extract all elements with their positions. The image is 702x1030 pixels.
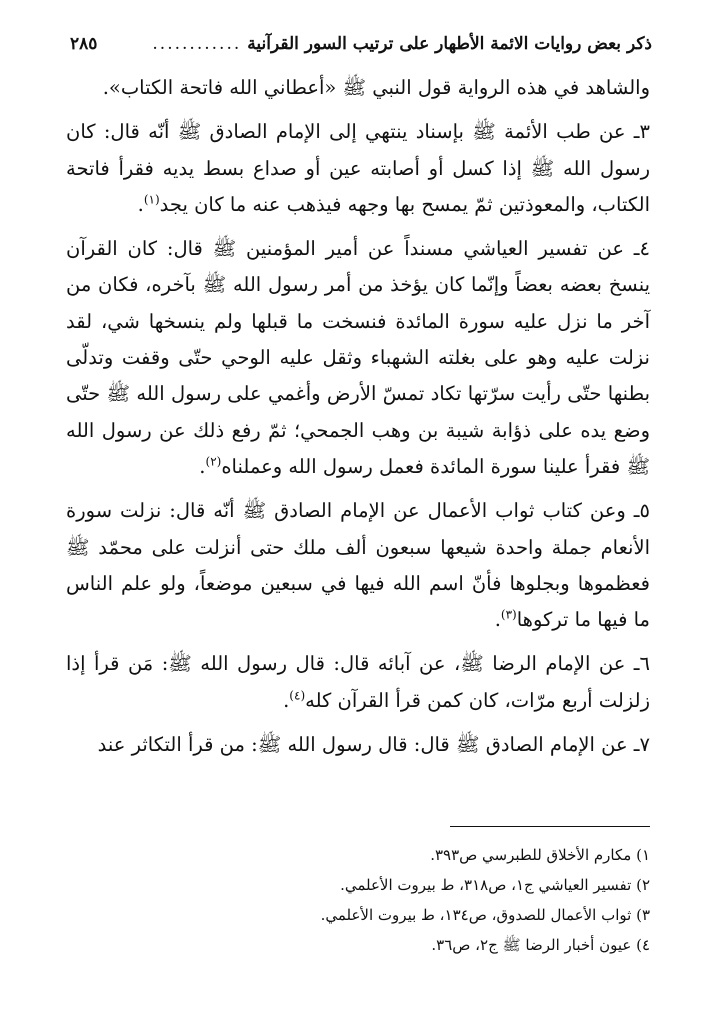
footnote-ref: (٣) [500, 607, 517, 622]
paragraph-3: ٤ـ عن تفسير العياشي مسنداً عن أمير المؤمنين ﷺ قال: كان القرآن ينسخ بعضه بعضاً وإنّما كان يؤخذ من أمر رسول الله ﷺ بآخره، فكان من آخر ما نزل عليه سورة المائدة فنسخت ما قبلها ولم ينسخها شي، لقد نزلت عليه وهو على بغلته الشهباء وثقل عليه الوحي حتّى وقفت وتدلّى بطنها حتّى رأيت سرّتها تكاد تمسّ الأرض وأغمي على رسول الله ﷺ حتّى وضع يده على ذؤابة شيبة بن وهب الجمحي؛ ثمّ رفع ذلك عن رسول الله ﷺ فقرأ علينا سورة المائدة فعمل رسول الله وعملناه$^{(٢)}$. [66, 237, 650, 478]
paragraph-5: ٦ـ عن الإمام الرضا ﷺ، عن آبائه قال: قال رسول الله ﷺ: مَن قرأ إذا زلزلت أربع مرّات، كان كمن قرأ القرآن كله$^{(٤)}$. [66, 652, 650, 712]
paragraph-text: ٣ـ عن طب الأئمة ﷺ بإسناد ينتهي إلى الإمام الصادق ﷺ أنّه قال: كان رسول الله ﷺ إذا كسل أو أصابته عين أو صداع بسط يديه فقرأ فاتحة الكتاب، والمعوذتين ثمّ يمسح بها وجهه فيذهب عنه ما كان يجد [66, 120, 650, 216]
footnote-3: ٣) ثواب الأعمال للصدوق، ص١٣٤، ط بيروت الأعلمي. [320, 906, 650, 924]
header-leader-dots: ............ [152, 34, 242, 54]
footnote-ref: (٤) [289, 688, 306, 703]
running-header [70, 30, 652, 58]
footnote-4: ٤) عيون أخبار الرضا ﷺ ج٢، ص٣٦. [431, 936, 650, 954]
paragraph-text: والشاهد في هذه الرواية قول النبي ﷺ «أعطاني الله فاتحة الكتاب». [102, 76, 650, 99]
footnote-2: ٢) تفسير العياشي ج١، ص٣١٨، ط بيروت الأعلمي. [340, 876, 650, 894]
paragraph-6 [66, 727, 650, 763]
main-text [66, 70, 650, 763]
footnote-ref: (١) [143, 192, 160, 207]
paragraph-text: ٥ـ وعن كتاب ثواب الأعمال عن الإمام الصادق ﷺ أنّه قال: نزلت سورة الأنعام جملة واحدة شيعها سبعون ألف ملك حتى أنزلت على محمّد ﷺ فعظموها وبجلوها فأنّ اسم الله فيها في سبعين موضعاً، ولو علم الناس ما فيها ما تركوها [66, 499, 650, 632]
paragraph-text: ٤ـ عن تفسير العياشي مسنداً عن أمير المؤمنين ﷺ قال: كان القرآن ينسخ بعضه بعضاً وإنّما كان يؤخذ من أمر رسول الله ﷺ بآخره، فكان من آخر ما نزل عليه سورة المائدة فنسخت ما قبلها ولم ينسخها شي، لقد نزلت عليه وهو على بغلته الشهباء وثقل عليه الوحي حتّى وقفت وتدلّى بطنها حتّى رأيت سرّتها تكاد تمسّ الأرض وأغمي على رسول الله ﷺ حتّى وضع يده على ذؤابة شيبة بن وهب الجمحي؛ ثمّ رفع ذلك عن رسول الله ﷺ فقرأ علينا سورة المائدة فعمل رسول الله وعملناه [66, 237, 650, 478]
paragraph-text: ٦ـ عن الإمام الرضا ﷺ، عن آبائه قال: قال رسول الله ﷺ: مَن قرأ إذا زلزلت أربع مرّات، كان كمن قرأ القرآن كله [66, 652, 650, 712]
paragraph-text: ٧ـ عن الإمام الصادق ﷺ قال: قال رسول الله ﷺ: من قرأ التكاثر عند [97, 733, 650, 757]
paragraph-2: ٣ـ عن طب الأئمة ﷺ بإسناد ينتهي إلى الإمام الصادق ﷺ أنّه قال: كان رسول الله ﷺ إذا كسل أو أصابته عين أو صداع بسط يديه فقرأ فاتحة الكتاب، والمعوذتين ثمّ يمسح بها وجهه فيذهب عنه ما كان يجد$^{(١)}$. [66, 120, 650, 216]
paragraph-4: ٥ـ وعن كتاب ثواب الأعمال عن الإمام الصادق ﷺ أنّه قال: نزلت سورة الأنعام جملة واحدة شيعها سبعون ألف ملك حتى أنزلت على محمّد ﷺ فعظموها وبجلوها فأنّ اسم الله فيها في سبعين موضعاً، ولو علم الناس ما فيها ما تركوها$^{(٣)}$. [66, 499, 650, 632]
footnote-1: ١) مكارم الأخلاق للطبرسي ص٣٩٣. [430, 846, 650, 864]
footnote-separator [450, 826, 650, 827]
footnotes [66, 840, 650, 960]
paragraph-1 [66, 70, 650, 106]
footnote-ref: (٢) [205, 454, 222, 469]
header-title: ذكر بعض روايات الائمة الأطهار على ترتيب السور القرآنية [247, 34, 652, 54]
page-number: ٢٨٥ [70, 34, 98, 54]
